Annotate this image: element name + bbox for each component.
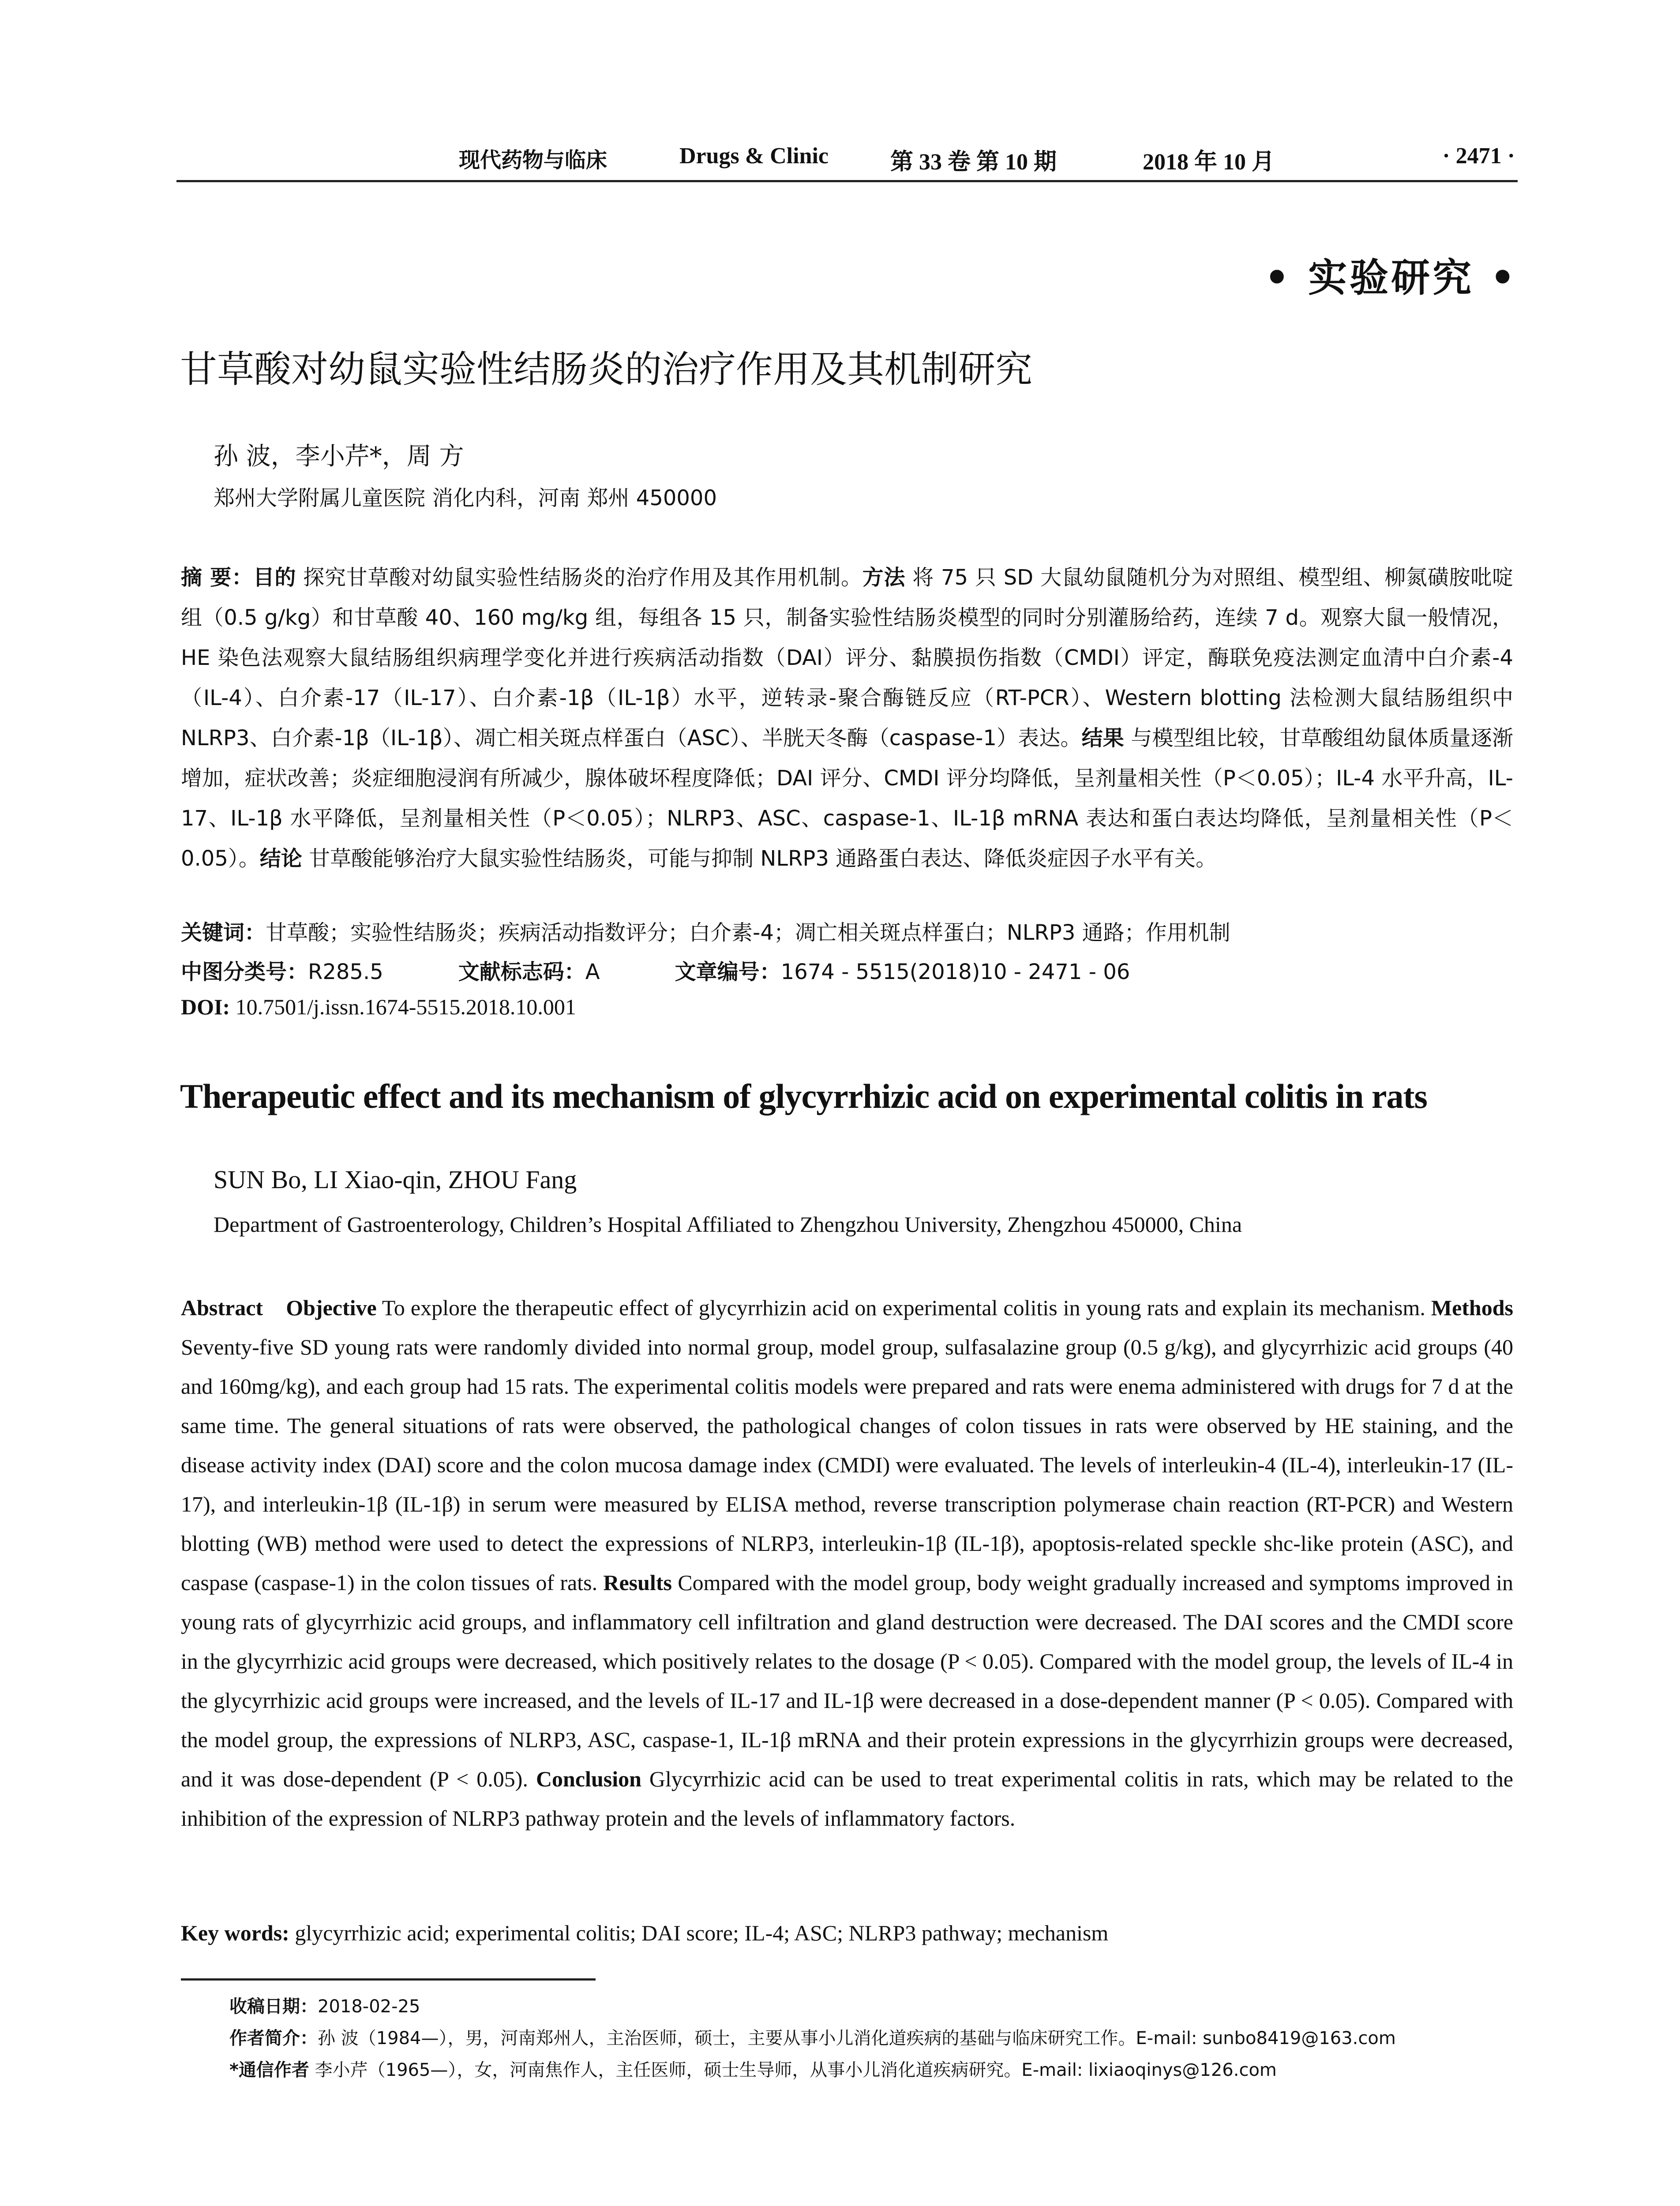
doi-line (181, 994, 576, 1020)
title-cn: 甘草酸对幼鼠实验性结肠炎的治疗作用及其机制研究 (180, 348, 1033, 391)
author-bio-label: 作者简介： (229, 2028, 318, 2048)
keywords-cn-label: 关键词： (181, 920, 266, 945)
methods-cn-label: 方法 (862, 565, 906, 590)
clc-label: 中图分类号： (181, 960, 308, 984)
received-value: 2018-02-25 (318, 1996, 420, 2017)
results-cn-label: 结果 (1081, 726, 1124, 750)
results-en-label: Results (603, 1570, 672, 1595)
conclusion-cn-label: 结论 (259, 846, 302, 871)
running-header (176, 140, 1518, 182)
title-en: Therapeutic effect and its mechanism of glycyrrhizic acid on experimental colitis in rats (180, 1077, 1427, 1115)
article-number-label: 文章编号： (675, 960, 781, 984)
footnote-received (229, 1991, 1518, 2022)
objective-en-text: To explore the therapeutic effect of glycyrrhizin acid on experimental colitis in young rats and explain its mechanism. (376, 1295, 1431, 1320)
keywords-cn (181, 915, 1513, 946)
section-tag: • 实验研究 • (1264, 255, 1518, 300)
article-number-value: 1674 - 5515(2018)10 - 2471 - 06 (780, 960, 1130, 984)
keywords-en-text: glycyrrhizic acid; experimental colitis; DAI score; IL-4; ASC; NLRP3 pathway; mechanism (289, 1921, 1109, 1945)
footnote-author (229, 2022, 1518, 2054)
keywords-en-label: Key words: (181, 1921, 289, 1945)
abstract-en (181, 1288, 1513, 1838)
journal-name-en: Drugs & Clinic (679, 143, 829, 169)
clc-value: R285.5 (308, 960, 383, 984)
results-en-text: Compared with the model group, body weight gradually increased and symptoms improved in young rats of glycyrrhizic acid groups, and inflammatory cell infiltration and gland destruction were decreased. The DAI scores and the CMDI score in the glycyrrhizic acid groups were decreased, which positively relates to the dosage (P < 0.05). Compared with the model group, the levels of IL-4 in the glycyrrhizic acid groups were increased, and the levels of IL-17 and IL-1β were decreased in a dose-dependent manner (P < 0.05). Compared with the model group, the expressions of NLRP3, ASC, caspase-1, IL-1β mRNA and their protein expressions in the glycyrrhizin groups were decreased, and it was dose-dependent (P < 0.05). (181, 1570, 1513, 1791)
doc-code-value: A (585, 960, 600, 984)
footnotes (229, 1991, 1518, 2086)
abstract-cn-label: 摘 要： (181, 565, 253, 590)
abstract-en-paragraph (181, 1288, 1513, 1838)
methods-en-label: Methods (1431, 1295, 1513, 1320)
doc-code-label: 文献标志码： (458, 960, 585, 984)
received-label: 收稿日期： (229, 1996, 318, 2017)
conclusion-cn-text: 甘草酸能够治疗大鼠实验性结肠炎，可能与抑制 NLRP3 通路蛋白表达、降低炎症因子水平有关。 (302, 846, 1217, 871)
corresponding-value: 李小芹（1965—），女，河南焦作人，主任医师，硕士生导师，从事小儿消化道疾病研究。E-mail: lixiaoqinys@126.com (309, 2060, 1277, 2080)
affiliation-cn: 郑州大学附属儿童医院 消化内科，河南 郑州 450000 (214, 486, 717, 510)
authors-en: SUN Bo, LI Xiao-qin, ZHOU Fang (214, 1165, 577, 1194)
issue-date: 2018 年 10 月 (1143, 150, 1275, 175)
affiliation-en: Department of Gastroenterology, Children’s Hospital Affiliated to Zhengzhou University, Zhengzhou 450000, China (214, 1212, 1242, 1237)
doi-value: 10.7501/j.issn.1674-5515.2018.10.001 (230, 994, 576, 1019)
abstract-en-label: Abstract (181, 1295, 263, 1320)
classification-row (181, 955, 1130, 985)
authors-cn: 孙 波，李小芹*，周 方 (214, 442, 464, 471)
abstract-cn (181, 558, 1513, 879)
abstract-cn-paragraph (181, 558, 1513, 879)
page-number: · 2471 · (1442, 143, 1515, 169)
volume-issue: 第 33 卷 第 10 期 (890, 150, 1057, 175)
methods-cn-text: 将 75 只 SD 大鼠幼鼠随机分为对照组、模型组、柳氮磺胺吡啶组（0.5 g/kg）和甘草酸 40、160 mg/kg 组，每组各 15 只，制备实验性结肠炎模型的同时分别灌肠给药，连续 7 d。观察大鼠一般情况，HE 染色法观察大鼠结肠组织病理学变化并进行疾病活动指数（DAI）评分、黏膜损伤指数（CMDI）评定，酶联免疫法测定血清中白介素-4（IL-4）、白介素-17（IL-17）、白介素-1β（IL-1β）水平，逆转录-聚合酶链反应（RT-PCR）、Western blotting 法检测大鼠结肠组织中 NLRP3、白介素-1β（IL-1β）、凋亡相关斑点样蛋白（ASC）、半胱天冬酶（caspase-1）表达。 (181, 565, 1513, 750)
keywords-cn-text: 甘草酸；实验性结肠炎；疾病活动指数评分；白介素-4；凋亡相关斑点样蛋白；NLRP3 通路；作用机制 (266, 920, 1230, 945)
keywords-en (181, 1920, 1108, 1946)
doi-label: DOI: (181, 994, 230, 1019)
conclusion-en-text: Glycyrrhizic acid can be used to treat experimental colitis in rats, which may be related to the inhibition of the expression of NLRP3 pathway protein and the levels of inflammatory factors. (181, 1767, 1513, 1831)
objective-cn-label: 目的 (253, 565, 296, 590)
footnote-corresponding (229, 2054, 1518, 2086)
corresponding-label: *通信作者 (229, 2060, 309, 2080)
methods-en-text: Seventy-five SD young rats were randomly divided into normal group, model group, sulfasalazine group (0.5 g/kg), and glycyrrhizic acid groups (40 and 160mg/kg), and each group had 15 rats. The experimental colitis models were prepared and rats were enema administered with drugs for 7 d at the same time. The general situations of rats were observed, the pathological changes of colon tissues in rats were observed by HE staining, and the disease activity index (DAI) score and the colon mucosa damage index (CMDI) were evaluated. The levels of interleukin-4 (IL-4), interleukin-17 (IL-17), and interleukin-1β (IL-1β) in serum were measured by ELISA method, reverse transcription polymerase chain reaction (RT-PCR) and Western blotting (WB) method were used to detect the expressions of NLRP3, interleukin-1β (IL-1β), apoptosis-related speckle shc-like protein (ASC), and caspase (caspase-1) in the colon tissues of rats. (181, 1335, 1513, 1595)
objective-cn-text: 探究甘草酸对幼鼠实验性结肠炎的治疗作用及其作用机制。 (296, 565, 862, 590)
footnote-divider (181, 1978, 596, 1981)
author-bio-value: 孙 波（1984—），男，河南郑州人，主治医师，硕士，主要从事小儿消化道疾病的基础与临床研究工作。E-mail: sunbo8419@163.com (318, 2028, 1396, 2048)
objective-en-label: Objective (286, 1295, 377, 1320)
journal-name-cn: 现代药物与临床 (459, 148, 608, 173)
results-cn-text: 与模型组比较，甘草酸组幼鼠体质量逐渐增加，症状改善；炎症细胞浸润有所减少，腺体破坏程度降低；DAI 评分、CMDI 评分均降低，呈剂量相关性（P＜0.05）；IL-4 水平升高，IL-17、IL-1β 水平降低，呈剂量相关性（P＜0.05）；NLRP3、ASC、caspase-1、IL-1β mRNA 表达和蛋白表达均降低，呈剂量相关性（P＜0.05）。 (181, 726, 1513, 871)
conclusion-en-label: Conclusion (536, 1767, 641, 1791)
